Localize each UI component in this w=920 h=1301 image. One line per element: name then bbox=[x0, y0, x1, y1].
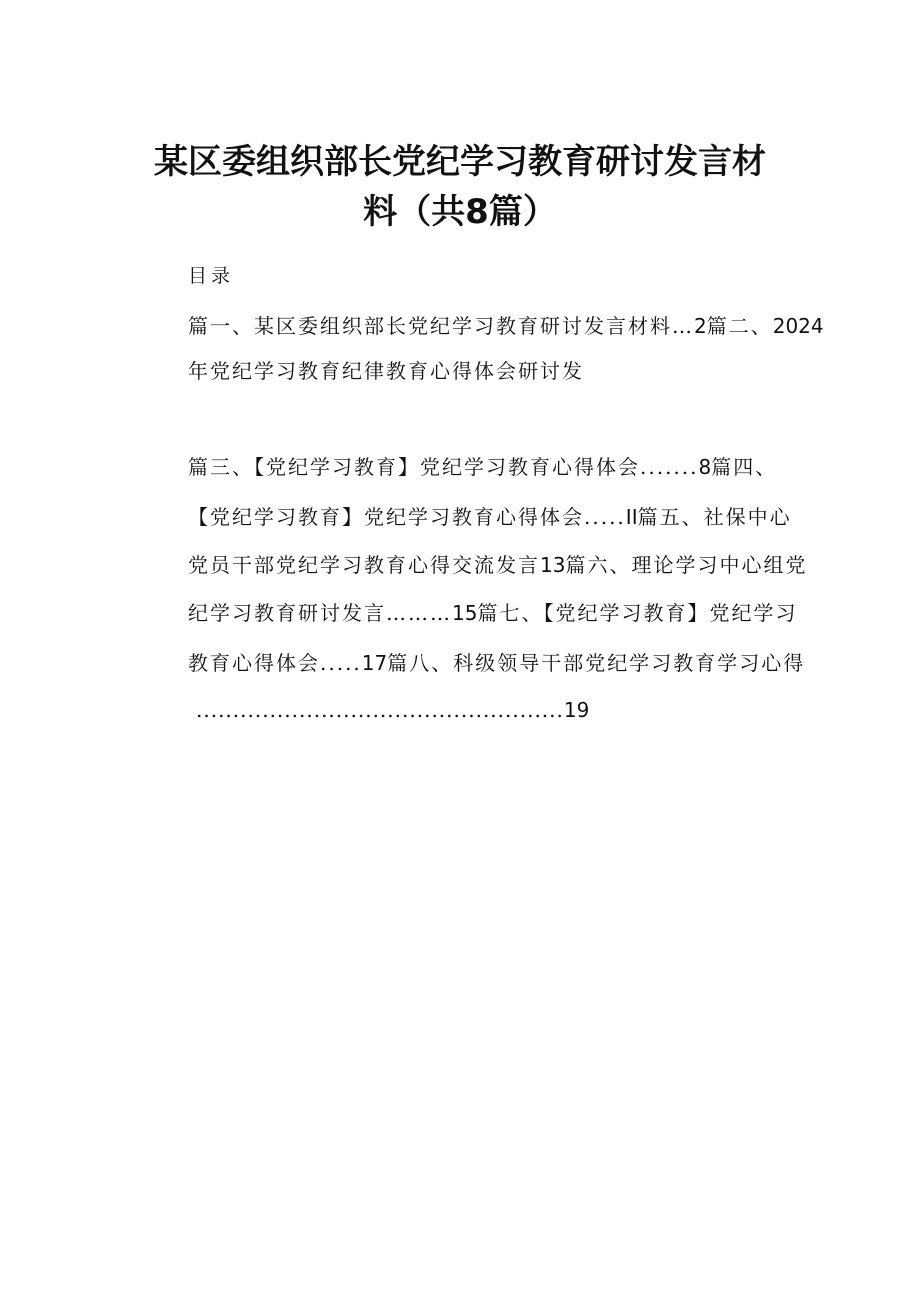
document-title-line1: 某区委组织部长党纪学习教育研讨发言材 bbox=[154, 142, 766, 182]
toc-line bbox=[188, 502, 792, 532]
toc-entry-text: 篇五、社保中心 bbox=[637, 505, 792, 529]
toc-entry-text: 教育心得体会..... bbox=[188, 651, 362, 675]
toc-line bbox=[188, 550, 807, 580]
toc-entry-text: 年党纪学习教育纪律教育心得体会研讨发 bbox=[188, 359, 584, 383]
toc-entry-text: 篇二、 bbox=[706, 314, 773, 338]
toc-page-number: 13 bbox=[540, 553, 566, 577]
toc-entry-text: 党员干部党纪学习教育心得交流发言 bbox=[188, 553, 540, 577]
toc-entry-text: 篇六、理论学习中心组党 bbox=[565, 553, 808, 577]
toc-entry-text: 纪学习教育研讨发言……… bbox=[188, 601, 452, 625]
toc-page-number: 19 bbox=[563, 698, 590, 722]
toc-page-number: 17 bbox=[361, 651, 388, 675]
toc-leader-dots: .................................................. bbox=[196, 698, 564, 722]
toc-page-number: 2 bbox=[694, 314, 707, 338]
toc-line bbox=[196, 695, 589, 725]
toc-entry-text: 【党纪学习教育】党纪学习教育心得体会..... bbox=[188, 505, 626, 529]
toc-page-number: II bbox=[625, 505, 638, 529]
toc-entry-year: 2024 bbox=[772, 314, 824, 338]
toc-line bbox=[188, 648, 805, 678]
toc-line bbox=[188, 356, 584, 386]
toc-entry-text: 篇三、【党纪学习教育】党纪学习教育心得体会....... bbox=[188, 455, 699, 479]
document-title-line2: 料（共8篇） bbox=[363, 192, 557, 232]
toc-line bbox=[188, 311, 824, 341]
toc-heading: 目录 bbox=[188, 265, 235, 287]
toc-line bbox=[188, 452, 777, 482]
toc-entry-text: 篇一、某区委组织部长党纪学习教育研讨发言材料… bbox=[188, 314, 694, 338]
toc-entry-text: 篇八、科级领导干部党纪学习教育学习心得 bbox=[387, 651, 806, 675]
toc-page-number: 15 bbox=[452, 601, 478, 625]
toc-page-number: 8 bbox=[698, 455, 712, 479]
toc-entry-text: 篇四、 bbox=[711, 455, 778, 479]
toc-entry-text: 篇七、【党纪学习教育】党纪学习 bbox=[477, 601, 798, 625]
toc-line bbox=[188, 598, 797, 628]
